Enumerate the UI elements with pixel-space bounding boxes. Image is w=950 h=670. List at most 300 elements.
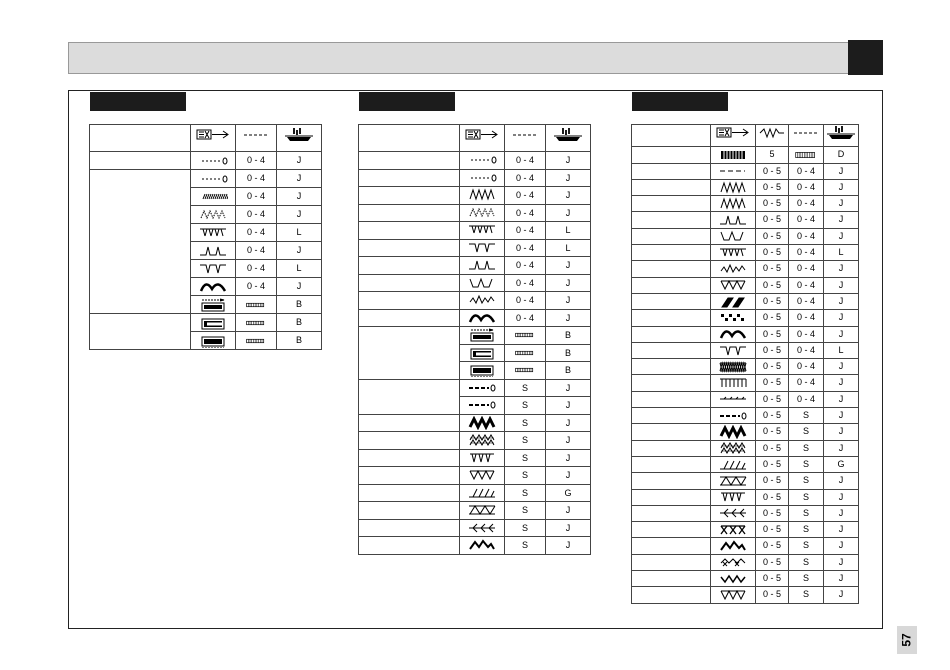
section-label-bar-3 <box>632 92 728 111</box>
pattern-name-cell <box>632 261 711 277</box>
presser-foot-value: J <box>546 449 591 467</box>
table-row <box>632 391 859 407</box>
stitch-width-value: 0 - 5 <box>756 326 789 342</box>
presser-foot-value: J <box>546 187 591 205</box>
lattice-icon <box>711 440 756 456</box>
table-row <box>632 554 859 570</box>
section-label-bar-2 <box>359 92 455 111</box>
pattern-name-cell <box>632 196 711 212</box>
pattern-name-cell <box>632 489 711 505</box>
buttonhole-length-icon <box>505 362 546 380</box>
table-header-row <box>359 125 591 152</box>
stitch-length-value: 0 - 4 <box>236 224 277 242</box>
stitch-width-value: 0 - 5 <box>756 310 789 326</box>
stitch-width-value: 0 - 5 <box>756 261 789 277</box>
scallop-icon <box>191 278 236 296</box>
stitch-length-value: S <box>505 432 546 450</box>
stitch-length-value: 0 - 4 <box>505 292 546 310</box>
stitch-width-value: 5 <box>756 147 789 163</box>
header-presser-foot-icon <box>546 125 591 152</box>
pattern-name-cell <box>632 505 711 521</box>
pattern-name-cell <box>359 239 460 257</box>
pattern-name-cell <box>359 187 460 205</box>
stitch-width-value: 0 - 5 <box>756 359 789 375</box>
scallop-icon <box>460 309 505 327</box>
presser-foot-value: L <box>824 342 859 358</box>
pattern-name-cell <box>632 522 711 538</box>
stitch-length-value: 0 - 4 <box>789 212 824 228</box>
presser-foot-value: J <box>824 391 859 407</box>
pattern-name-cell <box>632 375 711 391</box>
pattern-name-cell <box>359 484 460 502</box>
table-row <box>359 537 591 555</box>
stitch-table-2 <box>358 124 591 555</box>
stitch-length-value: 0 - 4 <box>505 169 546 187</box>
header-sew-direction-icon <box>191 125 236 152</box>
triple-straight-icon <box>711 408 756 424</box>
stitch-length-value: S <box>505 467 546 485</box>
table-row <box>359 204 591 222</box>
table-row <box>359 152 591 170</box>
pattern-name-cell <box>90 152 191 170</box>
presser-foot-value: B <box>277 314 322 332</box>
pattern-name-cell <box>359 449 460 467</box>
table-row <box>90 170 322 188</box>
pattern-name-cell <box>632 212 711 228</box>
stem-icon <box>711 391 756 407</box>
blanket-icon <box>460 222 505 240</box>
zigzag-3step-icon <box>191 206 236 224</box>
stitch-length-value: 0 - 4 <box>789 359 824 375</box>
stitch-length-value: 0 - 4 <box>789 342 824 358</box>
stitch-length-value: 0 - 4 <box>236 170 277 188</box>
box-icon <box>711 228 756 244</box>
pattern-name-cell <box>359 169 460 187</box>
buttonhole-a-icon <box>191 296 236 314</box>
overlock-icon <box>460 449 505 467</box>
presser-foot-value: J <box>824 538 859 554</box>
stitch-length-value: S <box>505 397 546 415</box>
pattern-name-cell <box>632 326 711 342</box>
pattern-header-blank <box>632 125 711 147</box>
stitch-length-value: S <box>789 571 824 587</box>
pattern-name-cell <box>632 587 711 603</box>
stitch-length-value: 0 - 4 <box>236 188 277 206</box>
table-row <box>632 163 859 179</box>
presser-foot-value: J <box>546 537 591 555</box>
pattern-name-cell <box>632 147 711 163</box>
blindhem-inv-icon <box>191 260 236 278</box>
presser-foot-value: J <box>824 196 859 212</box>
presser-foot-value: J <box>546 274 591 292</box>
stitch-length-value: 0 - 4 <box>505 222 546 240</box>
overlock-icon <box>711 489 756 505</box>
buttonhole-b-icon <box>191 314 236 332</box>
hex-icon <box>711 473 756 489</box>
pattern-name-cell <box>632 571 711 587</box>
table-row <box>359 519 591 537</box>
v-stitch-icon <box>460 467 505 485</box>
pattern-name-cell <box>632 554 711 570</box>
stitch-length-value: S <box>789 424 824 440</box>
box-icon <box>460 274 505 292</box>
presser-foot-value: J <box>824 424 859 440</box>
table-row <box>632 408 859 424</box>
table-row <box>359 169 591 187</box>
presser-foot-value: J <box>546 169 591 187</box>
stitch-length-value: S <box>505 519 546 537</box>
table-row <box>359 414 591 432</box>
pattern-name-cell <box>632 310 711 326</box>
blindhem-icon <box>711 212 756 228</box>
checker-icon <box>711 310 756 326</box>
stitch-length-value: S <box>505 537 546 555</box>
stitch-length-value: 0 - 4 <box>789 261 824 277</box>
stitch-length-value: 0 - 4 <box>505 257 546 275</box>
zigzag-icon <box>711 179 756 195</box>
stitch-length-value: S <box>789 587 824 603</box>
buttonhole-length-icon <box>236 332 277 350</box>
pattern-header-blank <box>90 125 191 152</box>
stitch-table-1 <box>89 124 322 350</box>
table-row <box>632 326 859 342</box>
presser-foot-value: J <box>824 212 859 228</box>
satin-slant-icon <box>191 188 236 206</box>
presser-foot-value: J <box>546 152 591 170</box>
stitch-length-value: 0 - 4 <box>789 228 824 244</box>
table-row <box>632 196 859 212</box>
stitch-length-value: 0 - 4 <box>789 391 824 407</box>
cross-icon <box>711 554 756 570</box>
stitch-length-value: S <box>505 484 546 502</box>
stitch-length-value: 0 - 4 <box>505 274 546 292</box>
stitch-width-value: 0 - 5 <box>756 228 789 244</box>
stitch-length-value: S <box>789 408 824 424</box>
bold-slant-icon <box>711 293 756 309</box>
pattern-name-cell <box>359 327 460 380</box>
stitch-length-value: 0 - 4 <box>789 245 824 261</box>
header-stitch-length-icon <box>789 125 824 147</box>
stitch-length-value: S <box>789 456 824 472</box>
stitch-length-value: S <box>789 505 824 521</box>
pattern-name-cell <box>90 170 191 314</box>
presser-foot-value: J <box>277 188 322 206</box>
stitch-width-value: 0 - 5 <box>756 440 789 456</box>
section-label-bar-1 <box>90 92 186 111</box>
smocking-icon <box>711 261 756 277</box>
buttonhole-length-icon <box>505 327 546 345</box>
presser-foot-value: J <box>824 228 859 244</box>
pattern-name-cell <box>359 204 460 222</box>
table-row <box>632 473 859 489</box>
crosshatch-icon <box>711 359 756 375</box>
pattern-name-cell <box>90 314 191 350</box>
blanket-icon <box>711 245 756 261</box>
stitch-width-value: 0 - 5 <box>756 408 789 424</box>
stitch-width-value: 0 - 5 <box>756 571 789 587</box>
blanket-icon <box>191 224 236 242</box>
buttonhole-a-icon <box>460 327 505 345</box>
stitch-length-value: 0 - 4 <box>236 206 277 224</box>
presser-foot-value: J <box>546 257 591 275</box>
presser-foot-value: J <box>546 502 591 520</box>
mountain-icon <box>711 538 756 554</box>
stitch-length-value: 0 - 4 <box>789 196 824 212</box>
wave-zig-icon <box>711 571 756 587</box>
stitch-width-value: 0 - 5 <box>756 522 789 538</box>
stitch-width-value: 0 - 5 <box>756 375 789 391</box>
straight-lock-icon <box>460 169 505 187</box>
stitch-length-value: S <box>789 489 824 505</box>
pattern-name-cell <box>359 502 460 520</box>
table-row <box>632 505 859 521</box>
x-band-icon <box>711 522 756 538</box>
presser-foot-value: J <box>546 432 591 450</box>
feather-icon <box>460 519 505 537</box>
table-row <box>632 261 859 277</box>
straight-lock-icon <box>460 152 505 170</box>
mountain-icon <box>460 537 505 555</box>
presser-foot-value: J <box>824 179 859 195</box>
pattern-name-cell <box>359 222 460 240</box>
table-header-row <box>632 125 859 147</box>
presser-foot-value: J <box>824 261 859 277</box>
slant-icon <box>460 484 505 502</box>
stitch-width-value: 0 - 5 <box>756 587 789 603</box>
stitch-length-value: 0 - 4 <box>789 293 824 309</box>
stitch-width-value: 0 - 5 <box>756 212 789 228</box>
header-sew-direction-icon <box>711 125 756 147</box>
presser-foot-value: J <box>546 204 591 222</box>
straight-lock-icon <box>191 170 236 188</box>
bartack-icon <box>711 147 756 163</box>
table-row <box>90 152 322 170</box>
presser-foot-value: J <box>824 359 859 375</box>
pattern-name-cell <box>632 359 711 375</box>
blindhem-icon <box>460 257 505 275</box>
pattern-name-cell <box>632 245 711 261</box>
pattern-name-cell <box>632 408 711 424</box>
table-row <box>359 274 591 292</box>
presser-foot-value: G <box>824 456 859 472</box>
stitch-length-value: 0 - 4 <box>789 310 824 326</box>
stitch-length-value: 0 - 4 <box>505 239 546 257</box>
presser-foot-value: L <box>277 224 322 242</box>
pattern-name-cell <box>359 257 460 275</box>
buttonhole-length-icon <box>505 344 546 362</box>
stitch-length-value: S <box>505 449 546 467</box>
presser-foot-value: J <box>824 489 859 505</box>
table-row <box>632 342 859 358</box>
header-presser-foot-icon <box>824 125 859 147</box>
presser-foot-value: J <box>546 397 591 415</box>
pattern-name-cell <box>632 179 711 195</box>
presser-foot-value: J <box>824 571 859 587</box>
pattern-name-cell <box>632 228 711 244</box>
pattern-name-cell <box>359 274 460 292</box>
table-row <box>359 257 591 275</box>
table-row <box>632 456 859 472</box>
chapter-tab-marker <box>848 40 883 75</box>
pattern-name-cell <box>632 293 711 309</box>
blindhem-icon <box>191 242 236 260</box>
v-stitch-icon <box>711 587 756 603</box>
presser-foot-value: J <box>824 473 859 489</box>
presser-foot-value: J <box>824 310 859 326</box>
zigzag-3step-icon <box>460 204 505 222</box>
presser-foot-value: B <box>546 327 591 345</box>
stitch-length-value: S <box>789 538 824 554</box>
stitch-width-value: 0 - 5 <box>756 163 789 179</box>
header-stitch-length-icon <box>505 125 546 152</box>
presser-foot-value: J <box>277 206 322 224</box>
stitch-length-value: 0 - 4 <box>236 152 277 170</box>
zigzag-icon <box>711 196 756 212</box>
presser-foot-value: D <box>824 147 859 163</box>
presser-foot-value: J <box>277 170 322 188</box>
page-number <box>897 626 917 654</box>
buttonhole-length-icon <box>236 296 277 314</box>
stitch-length-value: 0 - 4 <box>505 309 546 327</box>
table-row <box>632 571 859 587</box>
stitch-length-value: S <box>789 473 824 489</box>
stitch-length-value: 0 - 4 <box>789 179 824 195</box>
stitch-length-value: S <box>505 414 546 432</box>
stitch-width-value: 0 - 5 <box>756 293 789 309</box>
stitch-length-value: 0 - 4 <box>236 260 277 278</box>
stitch-table-3 <box>631 124 859 604</box>
header-stitch-length-icon <box>236 125 277 152</box>
comb-icon <box>711 375 756 391</box>
table-row <box>632 359 859 375</box>
straight-lock-icon <box>191 152 236 170</box>
table-row <box>359 502 591 520</box>
stitch-width-value: 0 - 5 <box>756 456 789 472</box>
header-stitch-width-icon <box>756 125 789 147</box>
table-row <box>632 228 859 244</box>
pattern-name-cell <box>632 538 711 554</box>
triple-straight-icon <box>460 379 505 397</box>
stitch-width-value: 0 - 5 <box>756 277 789 293</box>
presser-foot-value: J <box>824 163 859 179</box>
table-row <box>632 212 859 228</box>
table-row <box>359 239 591 257</box>
scallop-icon <box>711 326 756 342</box>
stitch-width-value: 0 - 5 <box>756 391 789 407</box>
pattern-name-cell <box>359 537 460 555</box>
bartack-length-icon <box>789 147 824 163</box>
buttonhole-c-icon <box>460 362 505 380</box>
buttonhole-b-icon <box>460 344 505 362</box>
pattern-name-cell <box>359 519 460 537</box>
table-row <box>359 292 591 310</box>
v-stitch-icon <box>711 277 756 293</box>
table-row <box>632 245 859 261</box>
pattern-name-cell <box>632 277 711 293</box>
presser-foot-value: J <box>546 292 591 310</box>
table-row <box>632 277 859 293</box>
presser-foot-value: L <box>824 245 859 261</box>
buttonhole-c-icon <box>191 332 236 350</box>
table-row <box>632 538 859 554</box>
blindhem-inv-icon <box>460 239 505 257</box>
pattern-name-cell <box>632 163 711 179</box>
table-row <box>632 375 859 391</box>
stitch-length-value: 0 - 4 <box>236 242 277 260</box>
presser-foot-value: B <box>546 344 591 362</box>
table-row <box>359 449 591 467</box>
stitch-width-value: 0 - 5 <box>756 424 789 440</box>
zigzag-icon <box>460 187 505 205</box>
presser-foot-value: J <box>824 440 859 456</box>
presser-foot-value: J <box>277 152 322 170</box>
lattice-icon <box>460 432 505 450</box>
stitch-length-value: 0 - 4 <box>505 152 546 170</box>
table-row <box>632 310 859 326</box>
presser-foot-value: B <box>546 362 591 380</box>
table-row <box>632 293 859 309</box>
table-row <box>359 484 591 502</box>
table-row <box>632 179 859 195</box>
table-header-row <box>90 125 322 152</box>
presser-foot-value: J <box>546 519 591 537</box>
feather-icon <box>711 505 756 521</box>
presser-foot-value: J <box>546 379 591 397</box>
presser-foot-value: J <box>277 278 322 296</box>
presser-foot-value: J <box>546 309 591 327</box>
presser-foot-value: J <box>546 414 591 432</box>
presser-foot-value: J <box>824 375 859 391</box>
pattern-name-cell <box>359 414 460 432</box>
hex-icon <box>460 502 505 520</box>
table-row <box>359 187 591 205</box>
pattern-name-cell <box>359 292 460 310</box>
table-row <box>359 222 591 240</box>
presser-foot-value: J <box>824 554 859 570</box>
pattern-name-cell <box>632 391 711 407</box>
blindhem-inv-icon <box>711 342 756 358</box>
stitch-length-value: S <box>505 379 546 397</box>
table-row <box>359 432 591 450</box>
table-row <box>359 327 591 345</box>
pattern-name-cell <box>632 342 711 358</box>
table-row <box>632 424 859 440</box>
stitch-width-value: 0 - 5 <box>756 342 789 358</box>
pattern-name-cell <box>359 309 460 327</box>
table-row <box>632 522 859 538</box>
presser-foot-value: J <box>824 505 859 521</box>
slant-icon <box>711 456 756 472</box>
presser-foot-value: L <box>277 260 322 278</box>
presser-foot-value: J <box>824 326 859 342</box>
presser-foot-value: J <box>824 293 859 309</box>
table-row <box>359 379 591 397</box>
stitch-length-value: 0 - 4 <box>789 326 824 342</box>
stitch-width-value: 0 - 5 <box>756 196 789 212</box>
stitch-width-value: 0 - 5 <box>756 538 789 554</box>
pattern-name-cell <box>632 473 711 489</box>
table-row <box>359 309 591 327</box>
stitch-width-value: 0 - 5 <box>756 179 789 195</box>
stitch-width-value: 0 - 5 <box>756 245 789 261</box>
heavy-wave-icon <box>711 424 756 440</box>
presser-foot-value: L <box>546 239 591 257</box>
table-row <box>90 314 322 332</box>
header-presser-foot-icon <box>277 125 322 152</box>
presser-foot-value: J <box>277 242 322 260</box>
stitch-length-value: 0 - 4 <box>236 278 277 296</box>
stitch-length-value: S <box>789 554 824 570</box>
